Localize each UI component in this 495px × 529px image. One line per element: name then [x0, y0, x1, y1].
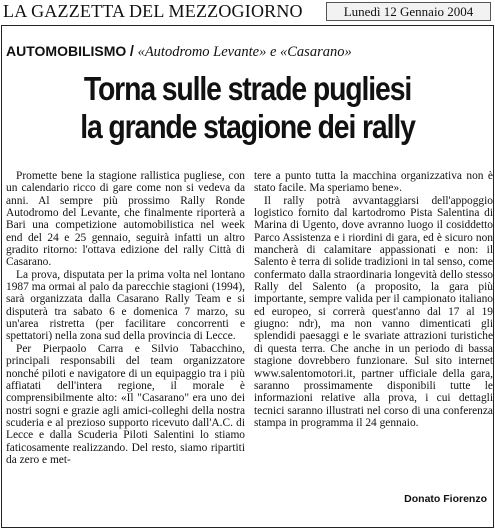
- headline-line-1: Torna sulle strade pugliesi: [83, 70, 412, 107]
- rubric-separator: /: [129, 44, 134, 60]
- paragraph: tere a punto tutta la macchina organizzativa non è stato facile. Ma speriamo bene».: [254, 170, 493, 195]
- publication-date: Lunedì 12 Gennaio 2004: [326, 2, 491, 21]
- paragraph: Il rally potrà avvantaggiarsi dell'appoggio logistico fornito dal kartodromo Pista Salentina di Marina di Ugento, dove avranno luogo il cosiddetto Parco Assistenza e i riordini di gara, ed è sicuro non mancherà di calamitare appassionati e non: il Salento è terra di solide tradizioni in tal senso, come confermato dalla straordinaria longevità dello stesso Rally del Salento (a proposito, la gara più importante, sempre valida per il campionato italiano ed europeo, si correrà quest'anno dal 17 al 19 giugno: ndr), ma non vanno dimenticati gli splendidi paesaggi e le svariate attrazioni turistiche di questa terra. Che anche in un periodo di bassa stagione dovrebbero funzionare. Sul sito internet www.salentomotori.it, partner ufficiale della gara, saranno prossimamente disponibili tutte le informazioni relative alla prova, i cui dettagli tecnici saranno illustrati nel corso di una conferenza stampa in programma il 24 gennaio.: [254, 194, 493, 429]
- paragraph: Promette bene la stagione rallistica pugliese, con un calendario ricco di gare come non si vedeva da anni. Al sempre più prossimo Rally Ronde Autodromo del Levante, che finalmente riporterà a Bari una competizione automobilistica nel week end del 24 e 25 gennaio, seguirà infatti un altro gradito ritorno: l'ottava edizione del rally Città di Casarano.: [6, 170, 245, 269]
- headline-line-2: la grande stagione dei rally: [80, 108, 415, 145]
- section-kicker: AUTOMOBILISMO: [6, 43, 127, 59]
- author-byline: Donato Fiorenzo: [404, 493, 487, 505]
- paragraph: La prova, disputata per la prima volta nel lontano 1987 ma ormai al palo da parecchie stagioni (1994), sarà organizzata dalla Casarano Rally Team e si disputerà tra sabato 6 e domenica 7 marzo, su un'area ristretta (per facilitare concorrenti e spettatori) nella zona sud della provincia di Lecce.: [6, 268, 245, 343]
- newspaper-name: LA GAZZETTA DEL MEZZOGIORNO: [3, 1, 303, 21]
- article-rubric: [6, 43, 491, 61]
- paragraph: Per Pierpaolo Carra e Silvio Tabacchino, principali responsabili del team organizzatore nonché piloti e navigatore di un equipaggio tra i più affiatati dell'intera regione, il morale è comprensibilmente alto: «Il "Casarano" era uno dei nostri sogni e grazie agli amici-colleghi della nostra scuderia e al prezioso supporto ricevuto dall'A.C. di Lecce e dalla Scuderia Piloti Salentini lo stiamo faticosamente realizzando. Del resto, siamo ripartiti da zero e met-: [6, 342, 245, 466]
- masthead: [0, 0, 495, 24]
- body-column-left: [6, 170, 245, 466]
- body-column-right: [254, 170, 493, 429]
- rubric-subject: «Autodromo Levante» e «Casarano»: [137, 44, 352, 60]
- article-headline: [35, 70, 461, 146]
